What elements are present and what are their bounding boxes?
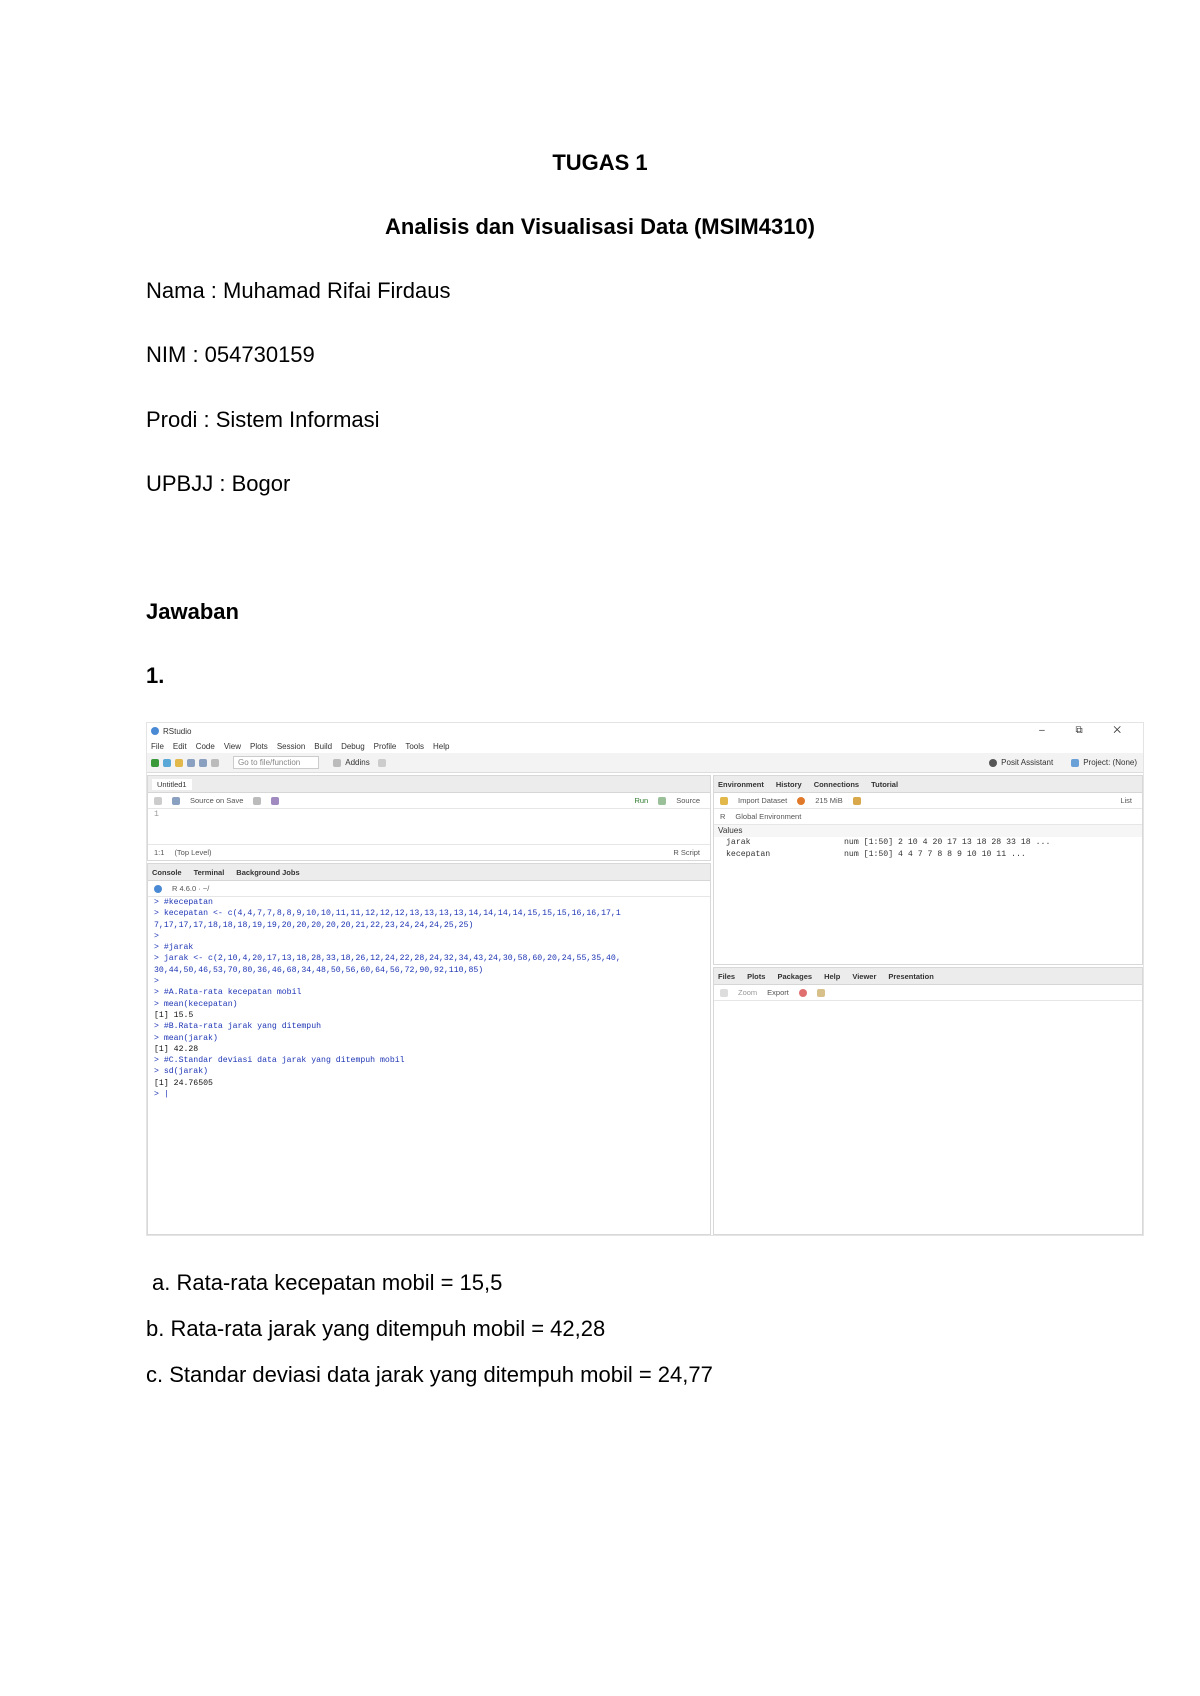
console-line: > mean(kecepatan): [154, 999, 238, 1009]
console-line: > #B.Rata-rata jarak yang ditempuh: [154, 1022, 322, 1032]
tab-connections[interactable]: Connections: [813, 779, 860, 789]
console-line: > #C.Standar deviasi data jarak yang ditempuh mobil: [154, 1056, 405, 1066]
prev-plot-icon[interactable]: [720, 989, 728, 997]
tab-console[interactable]: Console: [152, 867, 182, 877]
save-all-icon[interactable]: [199, 759, 207, 767]
question-number: 1.: [146, 663, 165, 688]
search-icon[interactable]: [253, 797, 261, 805]
rstudio-titlebar: [147, 723, 1143, 739]
console-line: > #kecepatan: [154, 898, 213, 907]
cursor-position: 1:1: [154, 848, 165, 857]
values-header: Values: [714, 825, 1142, 837]
print-icon[interactable]: [211, 759, 219, 767]
wand-icon[interactable]: [271, 797, 279, 805]
menu-tools[interactable]: Tools: [405, 741, 425, 751]
menu-help[interactable]: Help: [433, 741, 450, 751]
console-tabs: [148, 864, 710, 881]
files-tabs: [714, 968, 1142, 985]
open-file-icon[interactable]: [175, 759, 183, 767]
project-icon: [1071, 759, 1079, 767]
save-icon[interactable]: [187, 759, 195, 767]
editor-statusbar: [148, 844, 710, 860]
script-type[interactable]: R Script: [673, 848, 700, 857]
export-button[interactable]: Export: [767, 988, 789, 997]
main-toolbar: [147, 753, 1143, 773]
new-project-icon[interactable]: [163, 759, 171, 767]
variable-value: num [1:50] 2 10 4 20 17 13 18 28 33 18 ...: [844, 838, 1051, 847]
console-line: >: [154, 931, 159, 941]
tab-environment[interactable]: Environment: [718, 779, 764, 789]
console-header: [148, 881, 710, 897]
r-logo-icon: [154, 885, 162, 893]
import-dataset-button[interactable]: Import Dataset: [738, 796, 788, 805]
answers-heading: Jawaban: [146, 599, 239, 624]
tab-files[interactable]: Files: [718, 971, 736, 981]
broom-icon[interactable]: [853, 797, 861, 805]
tab-packages[interactable]: Packages: [777, 971, 813, 981]
console-line: > kecepatan <- c(4,4,7,7,8,8,9,10,10,11,11,12,12,12,13,13,13,13,14,14,14,14,15,15,15,16,16,17,1: [154, 909, 621, 919]
r-language-select[interactable]: R: [720, 812, 726, 821]
clear-plots-icon[interactable]: [817, 989, 825, 997]
zoom-button[interactable]: Zoom: [738, 988, 758, 997]
doc-title: TUGAS 1: [552, 150, 648, 175]
menu-edit[interactable]: Edit: [172, 741, 187, 751]
tab-presentation[interactable]: Presentation: [888, 971, 934, 981]
run-button[interactable]: Run: [634, 796, 649, 805]
tab-tutorial[interactable]: Tutorial: [871, 779, 899, 789]
project-menu[interactable]: Project: (None): [1083, 758, 1137, 767]
tab-background-jobs[interactable]: Background Jobs: [236, 867, 300, 877]
scope-indicator[interactable]: (Top Level): [174, 848, 212, 857]
global-environment-select[interactable]: Global Environment: [735, 812, 802, 821]
layout-icon[interactable]: [378, 759, 386, 767]
menu-file[interactable]: File: [151, 741, 164, 751]
menu-profile[interactable]: Profile: [373, 741, 397, 751]
variable-value: num [1:50] 4 4 7 7 8 8 9 10 10 11 ...: [844, 850, 1026, 859]
console-output[interactable]: [148, 897, 710, 1100]
student-prodi: Prodi : Sistem Informasi: [146, 407, 380, 432]
new-file-icon[interactable]: [151, 759, 159, 767]
source-button[interactable]: Source: [676, 796, 700, 805]
addins-button[interactable]: Addins: [345, 758, 370, 767]
tab-terminal[interactable]: Terminal: [193, 867, 225, 877]
tab-plots[interactable]: Plots: [747, 971, 766, 981]
goto-file-input[interactable]: Go to file/function: [233, 756, 319, 769]
tab-help[interactable]: Help: [824, 971, 841, 981]
console-line: > sd(jarak): [154, 1067, 209, 1077]
menu-session[interactable]: Session: [276, 741, 306, 751]
list-view-toggle[interactable]: List: [1120, 796, 1132, 805]
variable-name: kecepatan: [726, 850, 771, 859]
remove-plot-icon[interactable]: [799, 989, 807, 997]
environment-row[interactable]: [714, 837, 1142, 849]
memory-usage[interactable]: 215 MiB: [815, 796, 843, 805]
r-version: R 4.6.0 · ~/: [172, 884, 210, 893]
load-workspace-icon[interactable]: [720, 797, 728, 805]
answer-a: a. Rata-rata kecepatan mobil = 15,5: [152, 1270, 503, 1295]
files-pane: [713, 967, 1143, 1235]
environment-scope-bar: [714, 809, 1142, 825]
console-line: > #A.Rata-rata kecepatan mobil: [154, 988, 302, 998]
student-name: Nama : Muhamad Rifai Firdaus: [146, 278, 451, 303]
editor-toolbar: [148, 793, 710, 809]
menu-bar: [147, 739, 1143, 753]
console-line: [1] 24.76505: [154, 1078, 213, 1088]
student-nim: NIM : 054730159: [146, 342, 315, 367]
environment-tabs: [714, 776, 1142, 793]
back-icon[interactable]: [154, 797, 162, 805]
menu-view[interactable]: View: [223, 741, 242, 751]
answer-c: c. Standar deviasi data jarak yang ditempuh mobil = 24,77: [146, 1362, 713, 1387]
source-on-save-checkbox[interactable]: Source on Save: [190, 796, 244, 805]
tab-history[interactable]: History: [775, 779, 802, 789]
environment-row[interactable]: [714, 849, 1142, 861]
environment-values: [714, 837, 1142, 861]
console-pane: [147, 863, 711, 1235]
plots-toolbar: [714, 985, 1142, 1001]
menu-build[interactable]: Build: [314, 741, 333, 751]
console-line: >: [154, 977, 159, 987]
console-line: > jarak <- c(2,10,4,20,17,13,18,28,33,18,26,12,24,22,28,24,32,34,43,24,30,58,60,20,24,55,35,40,: [154, 954, 621, 964]
rstudio-logo-icon: [151, 727, 159, 735]
doc-subtitle: Analisis dan Visualisasi Data (MSIM4310): [385, 214, 815, 239]
console-line: [1] 42.28: [154, 1044, 199, 1054]
posit-assistant-button[interactable]: Posit Assistant: [1001, 758, 1054, 767]
posit-assistant-icon: [989, 759, 997, 767]
variable-name: jarak: [726, 838, 751, 847]
environment-pane: [713, 775, 1143, 965]
answer-b: b. Rata-rata jarak yang ditempuh mobil = 42,28: [146, 1316, 606, 1341]
student-upbjj: UPBJJ : Bogor: [146, 471, 291, 496]
menu-debug[interactable]: Debug: [341, 741, 365, 751]
console-line: > #jarak: [154, 943, 194, 953]
rerun-icon[interactable]: [658, 797, 666, 805]
memory-icon: [797, 797, 805, 805]
tab-viewer[interactable]: Viewer: [852, 971, 877, 981]
window-title: RStudio: [163, 726, 192, 736]
editor-save-icon[interactable]: [172, 797, 180, 805]
source-tabs: [148, 776, 710, 793]
tab-untitled1[interactable]: Untitled1: [152, 779, 192, 790]
console-line: [1] 15.5: [154, 1010, 194, 1020]
console-line: 30,44,50,46,53,70,80,36,46,68,34,48,50,56,60,64,56,72,90,92,110,85): [154, 965, 484, 975]
console-line: > mean(jarak): [154, 1033, 218, 1043]
rstudio-screenshot: [146, 722, 1144, 1236]
menu-plots[interactable]: Plots: [250, 741, 268, 751]
grid-icon[interactable]: [333, 759, 341, 767]
menu-code[interactable]: Code: [195, 741, 215, 751]
source-pane: [147, 775, 711, 861]
console-line: > |: [154, 1090, 169, 1100]
environment-toolbar: [714, 793, 1142, 809]
editor-line-number: 1: [154, 810, 159, 819]
window-controls[interactable]: – ⧉ ✕: [1039, 725, 1135, 736]
console-line: 7,17,17,17,18,18,18,19,19,20,20,20,20,20,21,22,23,24,24,24,25,25): [154, 920, 474, 930]
